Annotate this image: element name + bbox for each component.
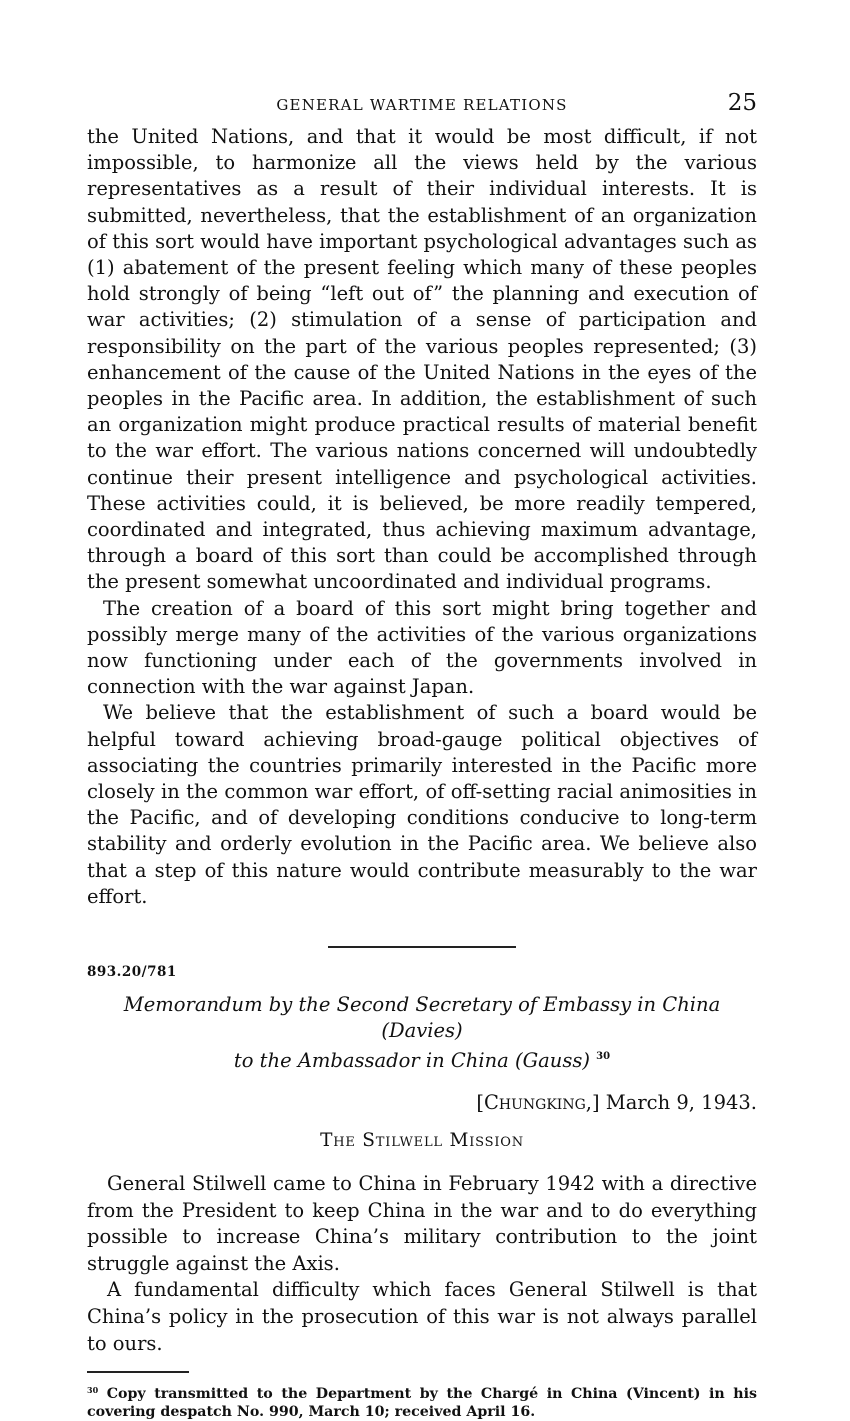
footnote [87, 1381, 757, 1421]
section-title: The Stilwell Mission [320, 1130, 524, 1152]
section-separator [328, 946, 516, 948]
title-footnote-ref: 30 [596, 1051, 611, 1063]
dateline-date: March 9, 1943. [605, 1091, 757, 1115]
memo-paragraph-1: General Stilwell came to China in February 1942 with a directive from the President to keep China in the war and to do everything possible to increase China’s military contribution to the joint struggle against the Axis. [87, 1172, 757, 1275]
memo-body [87, 1171, 757, 1357]
document-title-line-2: to the Ambassador in China (Gauss) [233, 1049, 590, 1073]
dateline [87, 1091, 757, 1114]
body-paragraph-3: We believe that the establishment of such a board would be helpful toward achieving broad-gauge political objectives of associating the countries primarily interested in the Pacific more closely in the common war effort, of off-setting racial animosities in the Pacific, and of developing conditions conducive to long-term stability and orderly evolution in the Pacific area. We believe also that a step of this nature would contribute measurably to the war effort. [87, 701, 757, 908]
running-header [87, 88, 757, 124]
footnote-text: Copy transmitted to the Department by the Chargé in China (Vincent) in his covering despatch No. 990, March 10; received April 16. [87, 1386, 757, 1421]
document-title-line-1: Memorandum by the Second Secretary of Embassy in China (Davies) [123, 993, 721, 1043]
running-title: GENERAL WARTIME RELATIONS [276, 96, 568, 114]
body-paragraph-1: the United Nations, and that it would be most difficult, if not impossible, to harmonize all the views held by the various representatives as a result of their individual interests. It is submitted, nevertheless, that the establishment of an organization of this sort would have important psychological advantages such as (1) abatement of the present feeling which many of these peoples hold strongly of being “left out of” the planning and execution of war activities; (2) stimulation of a sense of participation and responsibility on the part of the various peoples represented; (3) enhancement of the cause of the United Nations in the eyes of the peoples in the Pacific area. In addition, the establishment of such an organization might produce practical results of material benefit to the war effort. The various nations concerned will undoubtedly continue their present intelligence and psychological activities. These activities could, it is believed, be more readily tempered, coordinated and integrated, thus achieving maximum advantage, through a board of this sort than could be accomplished through the present somewhat uncoordinated and individual programs. [87, 125, 757, 594]
footnote-number: 30 [87, 1385, 99, 1396]
page-number: 25 [727, 90, 757, 116]
file-number: 893.20/781 [87, 964, 177, 981]
document-title-line-2-wrap [87, 1044, 757, 1074]
document-title [87, 992, 757, 1074]
dateline-place: [Chungking,] [476, 1091, 600, 1115]
document-page [87, 88, 757, 1421]
body-paragraph-2: The creation of a board of this sort might bring together and possibly merge many of the activities of the various organizations now functioning under each of the governments involved in connection with the war against Japan. [87, 596, 757, 699]
memo-paragraph-2: A fundamental difficulty which faces General Stilwell is that China’s policy in the prosecution of this war is not always parallel to ours. [87, 1278, 757, 1355]
footnote-rule [87, 1371, 189, 1373]
body-text [87, 124, 757, 910]
